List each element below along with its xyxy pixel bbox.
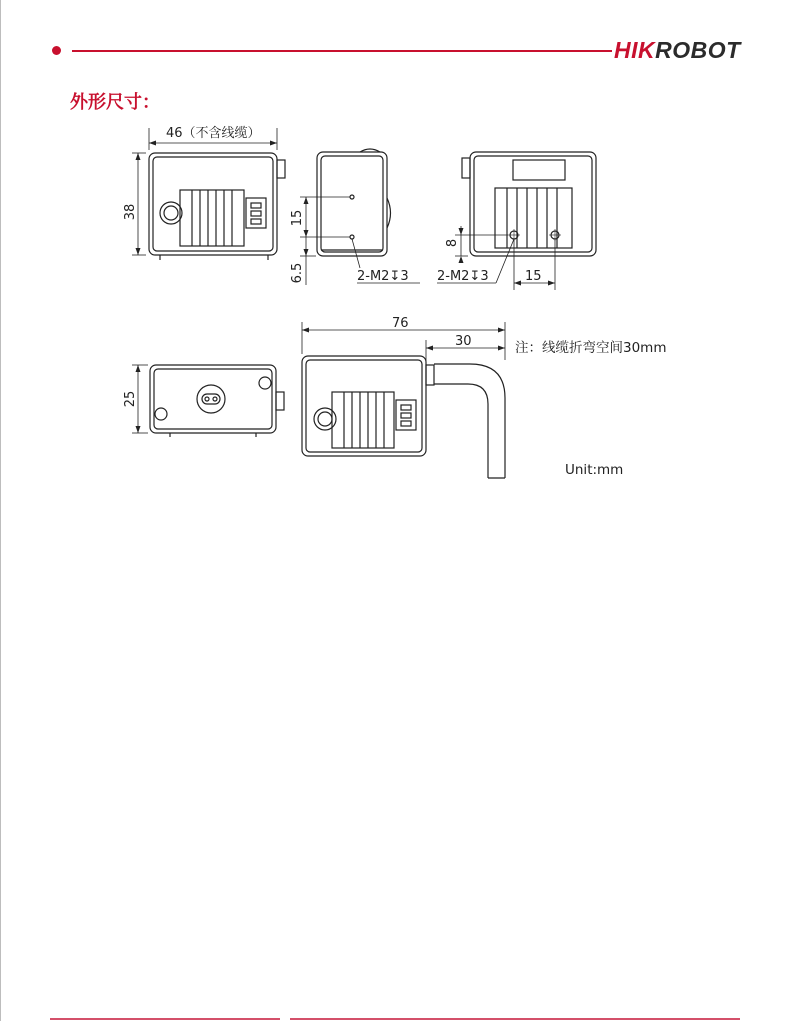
footer-line-left: [50, 1018, 280, 1020]
unit-label: Unit:mm: [565, 462, 624, 478]
dim-hole-spacing-back-label: 15: [525, 269, 542, 284]
cable-bend-note: 注：线缆折弯空间30mm: [515, 340, 667, 356]
dim-height-label: 38: [123, 203, 138, 221]
dim-width-label: 46（不含线缆）: [166, 126, 261, 141]
dim-offset-bottom-label: 6.5: [290, 262, 305, 284]
top-view: [132, 365, 284, 437]
dim-hole-spacing-side-label: 15: [290, 209, 305, 227]
hikrobot-logo: HIKROBOT: [614, 37, 741, 63]
dim-total-length-label: 76: [392, 316, 409, 331]
front-view: [132, 128, 285, 260]
screw-spec-side-label: 2-M2↧3: [357, 269, 409, 284]
screw-spec-back-label: 2-M2↧3: [437, 269, 489, 284]
dim-depth-label: 25: [123, 390, 138, 408]
footer-line-right: [290, 1018, 740, 1020]
side-view: [300, 149, 420, 285]
dim-height-back-label: 8: [445, 238, 460, 248]
section-title: 外形尺寸：: [70, 92, 160, 113]
dim-cable-bend-label: 30: [455, 334, 472, 349]
cable-view: [302, 322, 505, 478]
